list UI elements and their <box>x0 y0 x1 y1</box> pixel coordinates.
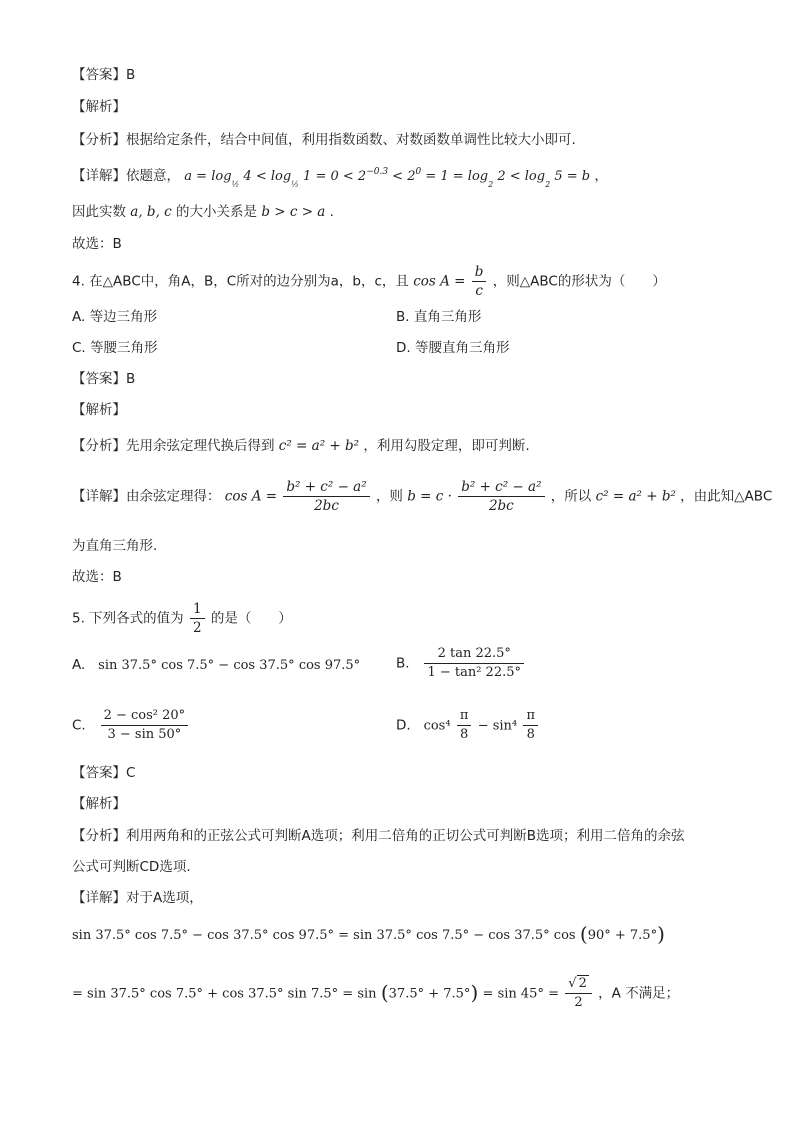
text: ，利用勾股定理，即可判断. <box>363 438 530 454</box>
num: b² + c² − a² <box>283 478 369 497</box>
q4-fraction <box>472 263 487 300</box>
num: √ 2 <box>565 975 592 994</box>
vars: a, b, c <box>130 204 172 220</box>
num: 2 − cos² 20° <box>101 707 189 726</box>
label: C. <box>72 717 86 734</box>
den: 1 − tan² 22.5° <box>427 665 522 680</box>
pythag: c² = a² + b² <box>278 438 360 454</box>
eq2-paren: 37.5° + 7.5° <box>388 986 471 1002</box>
q4-option-a: A. 等边三角形 <box>72 309 158 325</box>
eq2-post: ，A 不满足； <box>598 985 680 1002</box>
question-4 <box>72 263 666 300</box>
equation-1 <box>72 922 665 946</box>
paren-close: ) <box>657 922 665 946</box>
q4-text: 4. 在△ABC中，角A，B，C所对的边分别为a，b，c，且 <box>72 273 409 290</box>
paren-close: ) <box>470 980 479 1005</box>
answer-4: 【答案】B <box>72 371 136 387</box>
eq2-left: = sin 37.5° cos 7.5° + cos 37.5° sin 7.5° = sin <box>72 986 377 1002</box>
text: 【详解】由余弦定理得： <box>72 488 221 505</box>
half-fraction <box>190 600 205 637</box>
text: 的大小关系是 <box>176 204 258 220</box>
q5-text: 5. 下列各式的值为 <box>72 610 184 627</box>
num: π <box>523 707 538 726</box>
den: 8 <box>526 727 535 742</box>
cosine-fraction-2 <box>458 478 544 515</box>
eq2-mid: = sin 45° = <box>482 986 559 1002</box>
detail-4-line2: 为直角三角形. <box>72 538 158 554</box>
q5-option-b <box>396 645 526 682</box>
tan-fraction <box>424 645 524 682</box>
q4-post: ，则△ABC的形状为（ ） <box>492 273 666 290</box>
den: 2bc <box>488 498 514 514</box>
den: c <box>475 283 483 299</box>
q4-option-d: D. 等腰直角三角形 <box>396 340 510 356</box>
detail-label: 【详解】依题意， <box>72 168 180 184</box>
num: b <box>472 263 487 282</box>
eq1-paren: 90° + 7.5° <box>587 928 658 943</box>
punct: ， <box>594 168 608 184</box>
num: 1 <box>190 600 205 619</box>
punct: . <box>329 204 334 220</box>
radicand: 2 <box>578 976 587 991</box>
analysis-3: 【分析】根据给定条件，结合中间值，利用指数函数、对数函数单调性比较大小即可. <box>72 132 576 148</box>
den: 2 <box>192 620 202 636</box>
den: 8 <box>459 727 469 742</box>
expr: sin 37.5° cos 7.5° − cos 37.5° cos 97.5° <box>98 658 361 673</box>
label: B. <box>396 655 410 672</box>
q4-option-b: B. 直角三角形 <box>396 309 482 325</box>
b-expr: b = c · <box>407 488 452 505</box>
log-comparison: $a = \log_{\frac{1}{2}} 4 < \log_{\frac{1}{2}} 1 = 0 < 2^{-0.3} < 2^0 = 1 = \log_2 2 < \log_2 5 = b$ <box>184 167 591 189</box>
detail-3 <box>72 163 608 194</box>
text: ，由此知△ABC <box>680 488 773 505</box>
answer-3: 【答案】B <box>72 67 136 83</box>
eq1-left: sin 37.5° cos 7.5° − cos 37.5° cos 97.5° = sin 37.5° cos 7.5° − cos 37.5° cos <box>72 928 576 943</box>
num: b² + c² − a² <box>458 478 544 497</box>
sqrt2-over-2 <box>565 975 592 1012</box>
q5-option-d <box>396 707 540 744</box>
text: ，所以 <box>550 488 592 505</box>
q5-option-c <box>72 707 190 744</box>
cos-fraction <box>101 707 189 744</box>
pi-over-8-b <box>523 707 538 744</box>
analysis-heading-3: 【解析】 <box>72 99 126 115</box>
cos-a: cos A = <box>224 488 278 505</box>
question-5 <box>72 600 292 637</box>
den: 3 − sin 50° <box>107 727 182 742</box>
label: D. <box>396 717 411 734</box>
q4-option-c: C. 等腰三角形 <box>72 340 158 356</box>
choice-4: 故选：B <box>72 569 122 585</box>
conclusion-3 <box>72 203 334 221</box>
q5-post: 的是（ ） <box>210 610 292 627</box>
relation: b > c > a <box>261 204 326 220</box>
q5-option-a <box>72 656 360 675</box>
text: ，则 <box>375 488 403 505</box>
answer-5: 【答案】C <box>72 765 136 781</box>
q4-cos: cos A = <box>413 273 466 290</box>
num: 2 tan 22.5° <box>424 645 524 664</box>
pi-over-8-a <box>457 707 472 744</box>
analysis-5-line2: 公式可判断CD选项. <box>72 859 191 875</box>
cosine-fraction <box>283 478 369 515</box>
analysis-heading-4: 【解析】 <box>72 402 126 418</box>
num: π <box>457 707 472 726</box>
den: 2bc <box>314 498 339 514</box>
detail-5: 【详解】对于A选项， <box>72 890 203 906</box>
cos4: cos⁴ <box>423 718 451 734</box>
relation: c² = a² + b² <box>595 488 676 505</box>
label: A. <box>72 657 86 673</box>
analysis-4 <box>72 437 530 455</box>
detail-4 <box>72 478 772 515</box>
sin4: − sin⁴ <box>477 718 518 734</box>
text: 因此实数 <box>72 204 126 220</box>
den: 2 <box>574 995 583 1010</box>
analysis-heading-5: 【解析】 <box>72 796 126 812</box>
paren-open: ( <box>380 980 389 1005</box>
text: 【分析】先用余弦定理代换后得到 <box>72 438 275 454</box>
analysis-5-line1: 【分析】利用两角和的正弦公式可判断A选项；利用二倍角的正切公式可判断B选项；利用二倍角的余弦 <box>72 828 685 844</box>
choice-3: 故选：B <box>72 236 122 252</box>
paren-open: ( <box>579 922 588 946</box>
equation-2 <box>72 975 679 1012</box>
